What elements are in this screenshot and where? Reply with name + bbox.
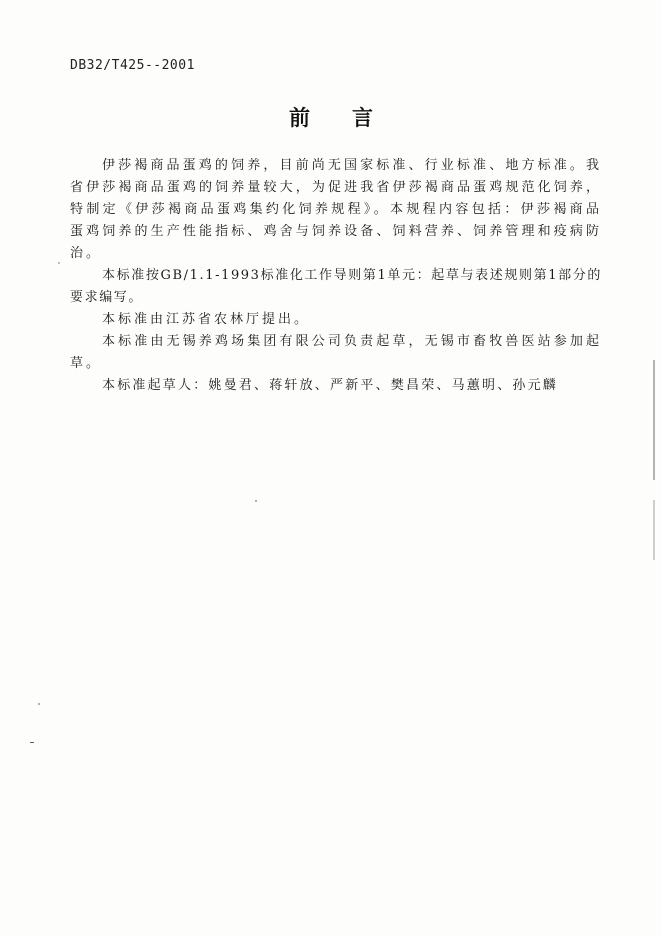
- paragraph-drafters: 本标准起草人：姚曼君、蒋轩放、严新平、樊昌荣、马蕙明、孙元麟: [102, 378, 559, 393]
- scan-speck: [255, 500, 257, 502]
- paragraph-intro: 伊莎褐商品蛋鸡的饲养，目前尚无国家标准、行业标准、地方标准。我省伊莎褐商品蛋鸡的饲养量较大，为促进我省伊莎褐商品蛋鸡规范化饲养，特制定《伊莎褐商品蛋鸡集约化饲养规程》。本规程内容包括：伊莎褐商品蛋鸡饲养的生产性能指标、鸡舍与饲养设备、饲料营养、饲养管理和疫病防治。: [70, 158, 602, 261]
- scan-speck: [38, 703, 40, 705]
- scan-edge-mark: [653, 500, 655, 560]
- document-body: [70, 155, 602, 397]
- paragraph-drafting-rules: 本标准按GB/1.1-1993标准化工作导则第1单元：起草与表述规则第1部分的要求编写。: [70, 268, 602, 305]
- scan-edge-mark: [653, 360, 655, 480]
- document-code: DB32/T425--2001: [70, 58, 195, 73]
- scan-speck: [30, 742, 34, 743]
- paragraph-drafting-units: 本标准由无锡养鸡场集团有限公司负责起草，无锡市畜牧兽医站参加起草。: [70, 334, 602, 371]
- page-title: 前言: [289, 106, 415, 130]
- paragraph-proposer: 本标准由江苏省农林厅提出。: [102, 312, 311, 327]
- scan-speck: [58, 262, 60, 264]
